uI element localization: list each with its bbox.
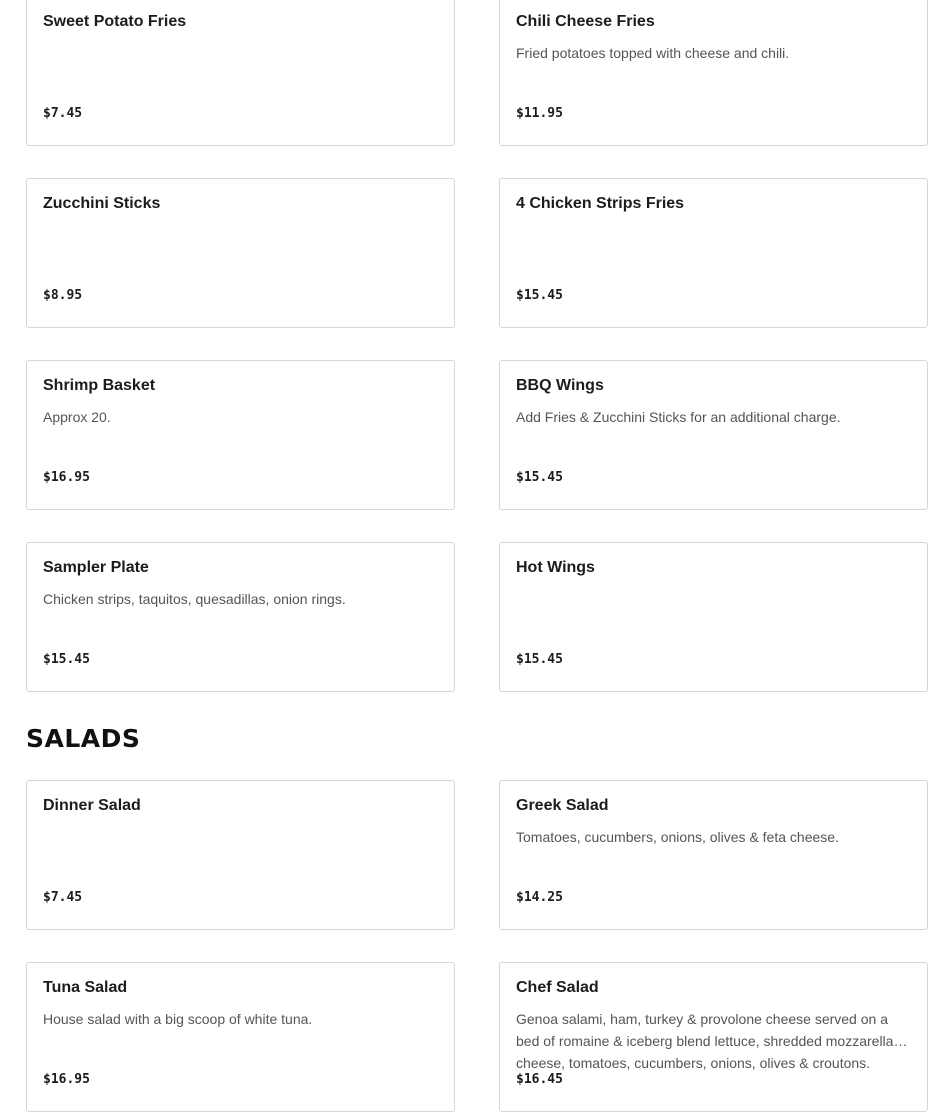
menu-item-card[interactable] <box>499 542 928 692</box>
menu-item-card[interactable] <box>26 962 455 1112</box>
menu-item-price: $16.95 <box>43 1072 90 1087</box>
menu-item-card[interactable] <box>26 780 455 930</box>
menu-item-price: $7.45 <box>43 890 83 905</box>
menu-item-price: $8.95 <box>43 288 83 303</box>
menu-item-name: Sampler Plate <box>43 559 149 576</box>
menu-item-name: Zucchini Sticks <box>43 195 161 212</box>
menu-item-card[interactable] <box>499 780 928 930</box>
menu-item-card[interactable] <box>26 542 455 692</box>
menu-item-name: 4 Chicken Strips Fries <box>516 195 685 212</box>
menu-item-description: Fried potatoes topped with cheese and chili. <box>516 45 790 61</box>
menu-item-name: Chili Cheese Fries <box>516 13 655 30</box>
menu-item-description: Approx 20. <box>43 409 111 425</box>
menu-item-card[interactable] <box>26 0 455 146</box>
menu-item-card[interactable] <box>26 178 455 328</box>
menu-item-card[interactable] <box>26 360 455 510</box>
menu-item-card[interactable] <box>499 0 928 146</box>
menu-item-name: Dinner Salad <box>43 797 141 814</box>
menu-item-price: $16.45 <box>516 1072 563 1087</box>
menu-item-card[interactable] <box>499 360 928 510</box>
menu-item-name: Shrimp Basket <box>43 377 156 394</box>
menu-item-price: $7.45 <box>43 106 83 121</box>
menu-item-name: Tuna Salad <box>43 979 128 996</box>
menu-item-price: $15.45 <box>43 652 90 667</box>
menu-item-card[interactable] <box>499 178 928 328</box>
menu-item-description: Add Fries & Zucchini Sticks for an additional charge. <box>516 409 841 425</box>
section-heading-salads: SALADS <box>26 724 141 753</box>
menu-item-name: BBQ Wings <box>516 377 604 394</box>
menu-item-name: Greek Salad <box>516 797 609 814</box>
menu-item-description: Genoa salami, ham, turkey & provolone cheese served on a bed of romaine & iceberg blend lettuce, shredded mozzarella cheese, tomatoes, cucumbers, onions, olives & croutons. <box>516 1011 894 1071</box>
menu-item-description: House salad with a big scoop of white tuna. <box>43 1011 313 1027</box>
menu-item-price: $16.95 <box>43 470 90 485</box>
menu-item-price: $15.45 <box>516 288 563 303</box>
menu-item-price: $11.95 <box>516 106 563 121</box>
menu-item-price: $14.25 <box>516 890 563 905</box>
menu-item-card[interactable] <box>499 962 928 1112</box>
menu-item-description: Chicken strips, taquitos, quesadillas, onion rings. <box>43 591 346 607</box>
menu-item-description: Tomatoes, cucumbers, onions, olives & feta cheese. <box>516 829 839 845</box>
menu-item-price: $15.45 <box>516 652 563 667</box>
menu-item-price: $15.45 <box>516 470 563 485</box>
menu-item-name: Chef Salad <box>516 979 599 996</box>
menu-item-name: Hot Wings <box>516 559 595 576</box>
menu-item-name: Sweet Potato Fries <box>43 13 187 30</box>
